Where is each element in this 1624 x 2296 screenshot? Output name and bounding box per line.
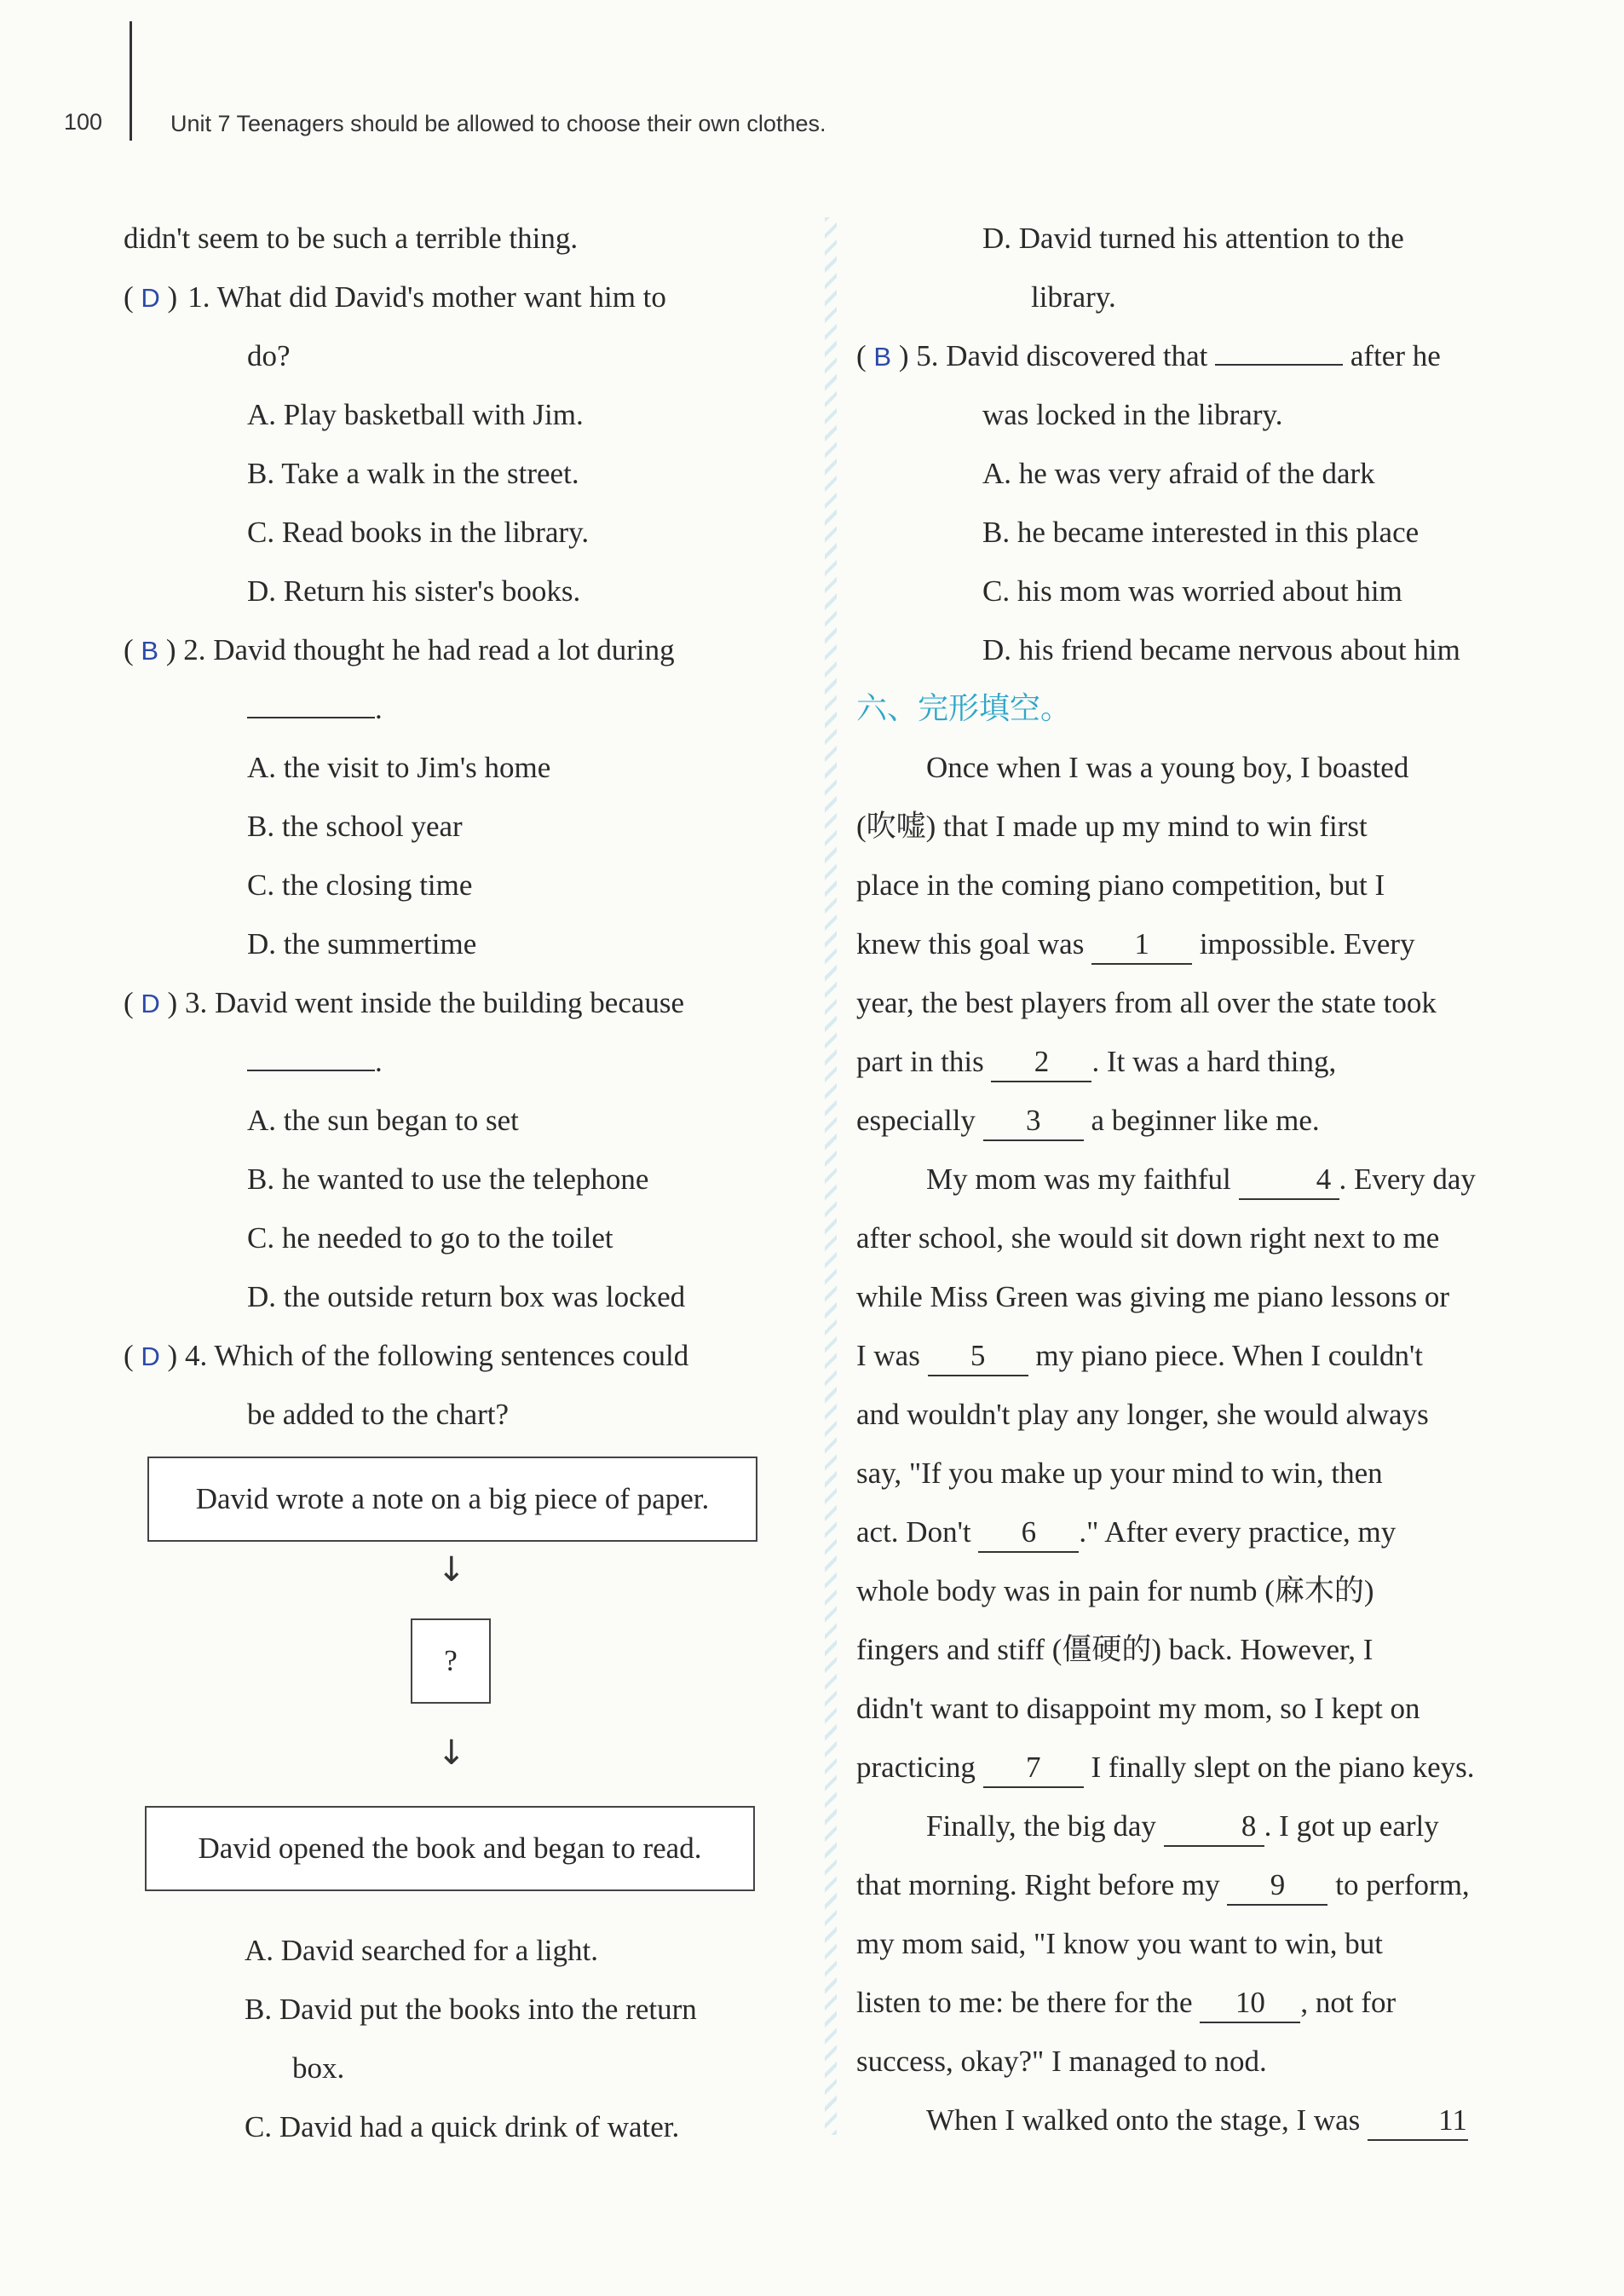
chart-box-1: David wrote a note on a big piece of paper. [147,1457,757,1542]
q3-option-d: D. the outside return box was locked [247,1280,686,1313]
answer-1: D [141,283,160,313]
blank-9: 9 [1227,1866,1327,1906]
page-number: 100 [64,109,103,135]
q4-option-d-cont: library. [1031,280,1116,314]
answer-4: D [141,1341,160,1371]
blank-2: 2 [991,1043,1091,1082]
blank-1: 1 [1091,926,1192,965]
answer-2: B [141,636,159,666]
question-5-stem-cont: was locked in the library. [982,398,1283,431]
flow-chart [124,1444,805,1955]
cloze-passage: Once when I was a young boy, I boasted (吹嘘) that I made up my mind to win first place in the coming piano competition, but I knew this goal was 1 impossible. Every year, the best players from all over the state took part in this 2 . It was a hard thing, especially 3 a beginner like me. My mom was my faithful 4 . Every day after school, she would sit down right next to me while Miss Green was giving me piano lessons or I was 5 my piano piece. When I couldn't and wouldn't play any longer, she would always say, "If you make up your mind to win, then act. Don't 6 ." After every practice, my whole body was in pain for numb (麻木的) fingers and stiff (僵硬的) back. However, I didn't want to disappoint my mom, so I kept on practicing 7 I finally slept on the piano keys. Finally, the big day 8 . I got up early that morning. Right before my 9 to perform, my mom said, "I know you want to win, but listen to me: be there for the 10 , not for success, okay?" I managed to nod. When I walked onto the stage, I was 11 [856,738,1538,2149]
chart-box-question: ? [411,1618,491,1704]
column-divider [825,217,837,2135]
blank-5: 5 [928,1337,1028,1376]
question-1-stem-cont: do? [247,339,291,372]
blank-10: 10 [1200,1984,1300,2023]
section-title: 六、完形填空。 [856,691,1072,726]
q4-option-b-cont: box. [292,2051,345,2085]
q2-option-a: A. the visit to Jim's home [247,751,551,784]
q1-option-a: A. Play basketball with Jim. [247,398,584,431]
page-header [0,0,1624,170]
q4-option-b: B. David put the books into the return [245,1993,697,2026]
down-arrow-icon: ↓ [437,1734,466,1773]
chart-box-3: David opened the book and began to read. [145,1806,755,1891]
q4-option-c: C. David had a quick drink of water. [245,2110,680,2143]
blank-4: 4 [1239,1161,1339,1200]
header-divider [130,21,132,141]
left-column [124,209,805,2156]
passage-continuation: didn't seem to be such a terrible thing. [124,222,579,255]
blank-6: 6 [978,1514,1079,1553]
question-1-stem: ( D ) 1. What did David's mother want him to [124,280,666,314]
q5-option-c: C. his mom was worried about him [982,574,1402,608]
answer-5: B [873,342,892,372]
unit-title: Unit 7 Teenagers should be allowed to choose their own clothes. [170,111,826,136]
q1-option-b: B. Take a walk in the street. [247,457,579,490]
question-3-stem: ( D ) 3. David went inside the building because [124,986,685,1019]
q1-option-c: C. Read books in the library. [247,516,590,549]
question-2-blank: . [124,679,805,738]
q2-option-b: B. the school year [247,810,463,843]
down-arrow-icon: ↓ [437,1550,466,1589]
q5-option-b: B. he became interested in this place [982,516,1420,549]
q4-option-d: D. David turned his attention to the [982,222,1404,255]
question-2-stem: ( B ) 2. David thought he had read a lot during [124,633,675,666]
question-3-blank: . [124,1032,805,1091]
q3-option-a: A. the sun began to set [247,1104,519,1137]
blank-3: 3 [983,1102,1084,1141]
question-5-stem: ( B ) 5. David discovered that after he [856,326,1538,385]
q2-option-c: C. the closing time [247,868,473,902]
question-4-stem-cont: be added to the chart? [247,1398,510,1431]
q1-option-d: D. Return his sister's books. [247,574,581,608]
q2-option-d: D. the summertime [247,927,477,961]
blank-11: 11 [1368,2102,1468,2141]
q3-option-c: C. he needed to go to the toilet [247,1221,613,1255]
answer-3: D [141,989,160,1018]
q4-option-a: A. David searched for a light. [245,1934,598,1967]
q3-option-b: B. he wanted to use the telephone [247,1162,649,1196]
question-4-stem: ( D ) 4. Which of the following sentences could [124,1339,689,1372]
q5-option-a: A. he was very afraid of the dark [982,457,1375,490]
blank-7: 7 [983,1749,1084,1788]
blank-8: 8 [1164,1808,1264,1847]
right-column [856,209,1538,2149]
q5-option-d: D. his friend became nervous about him [982,633,1460,666]
